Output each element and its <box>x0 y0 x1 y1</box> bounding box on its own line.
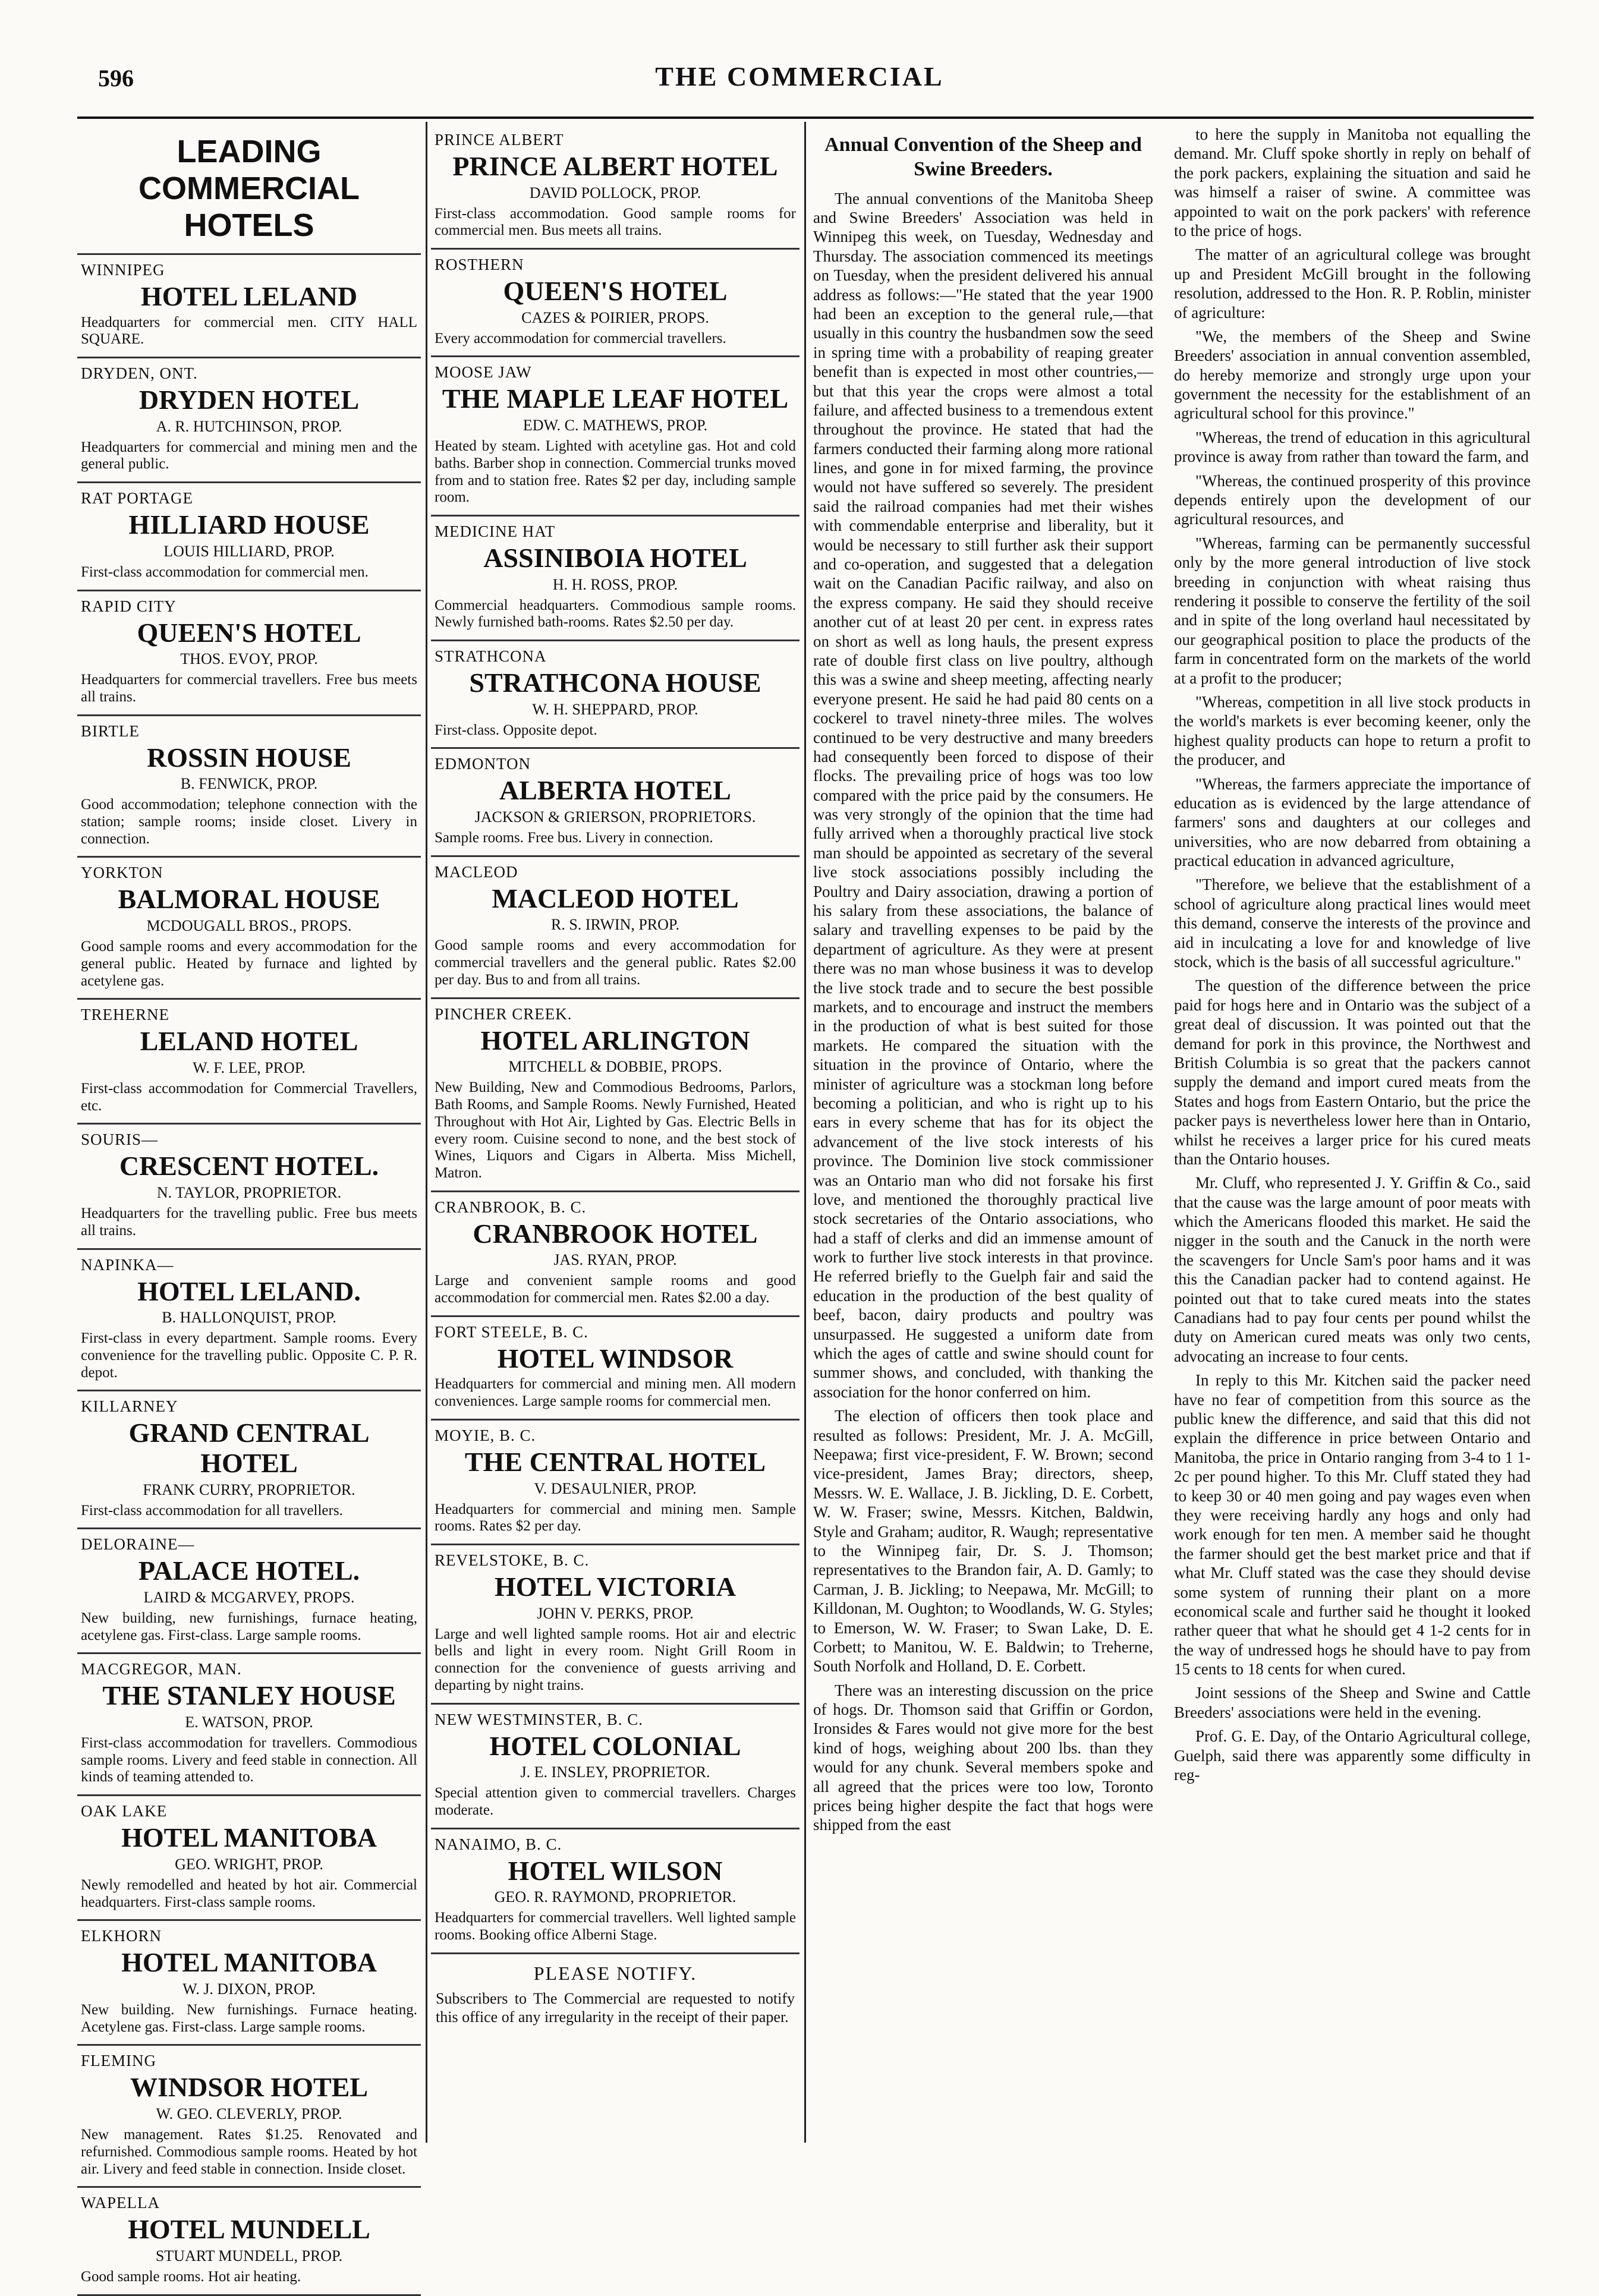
hotel-proprietor: W. J. DIXON, PROP. <box>182 1980 316 1998</box>
hotel-listing <box>77 358 421 483</box>
hotel-proprietor: GEO. R. RAYMOND, PROPRIETOR. <box>494 1888 736 1906</box>
article-paragraph: "Whereas, the trend of education in this agricultural province is away from rather than toward the farm, and <box>1174 428 1531 466</box>
hotel-description: First-class. Opposite depot. <box>435 722 597 738</box>
hotel-name: HOTEL MUNDELL <box>128 2214 370 2245</box>
hotel-description: Good accommodation; telephone connection with the station; sample rooms; inside closet. Livery in connection. <box>81 796 417 847</box>
hotel-location: DELORAINE— <box>81 1535 195 1554</box>
hotel-name: HOTEL MANITOBA <box>121 1822 377 1853</box>
hotel-description: Headquarters for commercial and mining men and the general public. <box>81 439 417 473</box>
hotel-listing <box>431 999 800 1192</box>
notice-title: PLEASE NOTIFY. <box>533 1962 697 1984</box>
hotel-name: HOTEL WILSON <box>508 1855 723 1886</box>
article-paragraph: Prof. G. E. Day, of the Ontario Agricultural college, Guelph, said there was apparently some difficulty in reg- <box>1174 1727 1531 1784</box>
article-column-1 <box>813 125 1153 2140</box>
hotel-description: First-class in every department. Sample rooms. Every convenience for the travelling public. Opposite C. P. R. depot. <box>81 1330 417 1381</box>
hotel-description: New management. Rates $1.25. Renovated and refurnished. Commodious sample rooms. Heated by hot air. Livery and feed stable in connection. Inside closet. <box>81 2127 417 2177</box>
hotel-description: Sample rooms. Free bus. Livery in connection. <box>435 830 713 846</box>
hotel-name: HOTEL ARLINGTON <box>480 1025 750 1056</box>
hotel-location: NEW WESTMINSTER, B. C. <box>435 1710 644 1728</box>
hotel-location: NAPINKA— <box>81 1255 174 1274</box>
hotel-description: Every accommodation for commercial travellers. <box>435 330 726 347</box>
article-paragraph: "Therefore, we believe that the establishment of a school of agriculture along practical lines would meet this demand, conserve the interests of the province and aid in inculcating a love for and knowledge of live stock, which is the basis of all successful agriculture." <box>1174 875 1531 971</box>
hotel-proprietor: EDW. C. MATHEWS, PROP. <box>522 417 708 434</box>
hotel-listing <box>77 255 421 358</box>
hotel-description: First-class accommodation. Good sample rooms for commercial men. Bus meets all trains. <box>435 205 796 239</box>
hotel-description: New building. New furnishings. Furnace heating. Acetylene gas. First-class. Large sample rooms. <box>81 2001 417 2035</box>
hotel-location: REVELSTOKE, B. C. <box>435 1551 590 1570</box>
hotel-listing <box>431 749 800 856</box>
hotel-description: Headquarters for commercial and mining men. Sample rooms. Rates $2 per day. <box>435 1501 796 1535</box>
hotel-location: SOURIS— <box>81 1130 159 1149</box>
hotel-proprietor: W. GEO. CLEVERLY, PROP. <box>156 2105 342 2122</box>
hotel-location: YORKTON <box>81 864 163 882</box>
hotel-location: PRINCE ALBERT <box>435 131 564 149</box>
hotel-listing <box>431 1421 800 1545</box>
article-paragraph: "Whereas, competition in all live stock products in the world's markets is ever becoming keener, only the highest quality products can hope to return a profit to the producer, and <box>1174 692 1531 769</box>
hotel-name: CRESCENT HOTEL. <box>119 1151 379 1182</box>
hotel-location: MOYIE, B. C. <box>435 1426 536 1444</box>
hotel-name: HILLIARD HOUSE <box>128 509 370 540</box>
hotel-name: HOTEL VICTORIA <box>494 1571 736 1602</box>
article-paragraph: "Whereas, the farmers appreciate the importance of education as is evidenced by the large attendance of farmers' sons and daughters at our colleges and universities, who are now debarred from obtaining a practical education in advanced agriculture, <box>1174 774 1531 870</box>
hotel-name: HOTEL WINDSOR <box>497 1343 734 1374</box>
hotel-name: WINDSOR HOTEL <box>130 2072 369 2103</box>
hotel-listing <box>77 1654 421 1796</box>
hotel-description: First-class accommodation for Commercial Travellers, etc. <box>81 1080 417 1114</box>
hotel-listing <box>77 1391 421 1529</box>
article-column-2 <box>1174 125 1531 2140</box>
hotel-description: Large and convenient sample rooms and good accommodation for commercial men. Rates $2.00 a day. <box>435 1273 796 1306</box>
hotel-name: PRINCE ALBERT HOTEL <box>452 151 778 181</box>
hotel-description: New building, new furnishings, furnace heating, acetylene gas. First-class. Large sample rooms. <box>81 1610 417 1643</box>
hotel-location: WINNIPEG <box>81 261 165 279</box>
hotel-listing <box>77 858 421 1000</box>
notice-text: Subscribers to The Commercial are requested to notify this office of any irregularity in the receipt of their paper. <box>436 1989 795 2026</box>
hotel-proprietor: DAVID POLLOCK, PROP. <box>529 184 701 201</box>
hotel-listing <box>77 2188 421 2295</box>
hotel-proprietor: MITCHELL & DOBBIE, PROPS. <box>508 1058 722 1076</box>
hotel-description: Heated by steam. Lighted with acetyline gas. Hot and cold baths. Barber shop in connection. Commercial trunks moved from and to station free. Rates $2 per day, including sample room. <box>435 438 796 506</box>
hotel-proprietor: A. R. HUTCHINSON, PROP. <box>156 417 342 435</box>
hotel-proprietor: LAIRD & MCGARVEY, PROPS. <box>143 1588 355 1606</box>
hotel-proprietor: JOHN V. PERKS, PROP. <box>537 1604 694 1622</box>
hotel-location: EDMONTON <box>435 755 531 773</box>
hotel-location: MEDICINE HAT <box>435 522 556 541</box>
hotel-description: Newly remodelled and heated by hot air. Commercial headquarters. First-class sample rooms. <box>81 1876 417 1910</box>
column-divider <box>426 122 427 2143</box>
hotel-directory-column-1 <box>77 125 421 2285</box>
hotel-name: MACLEOD HOTEL <box>492 883 739 914</box>
hotel-listing <box>77 1000 421 1125</box>
hotel-location: ROSTHERN <box>435 256 524 274</box>
hotel-description: First-class accommodation for all travellers. <box>81 1502 343 1519</box>
hotel-listing <box>77 1921 421 2046</box>
hotel-proprietor: B. FENWICK, PROP. <box>180 775 318 793</box>
hotel-location: ELKHORN <box>81 1927 162 1945</box>
hotel-proprietor: J. E. INSLEY, PROPRIETOR. <box>520 1763 710 1781</box>
hotel-proprietor: H. H. ROSS, PROP. <box>552 575 678 593</box>
hotel-listing <box>431 641 800 749</box>
hotel-listing <box>77 716 421 858</box>
article-paragraph: In reply to this Mr. Kitchen said the packer need have no fear of competition from this source as the public knew the difference, and said that this did not explain the difference in price between Ontario and Manitoba, the price in Ontario ranging from 3-4 to 1 1-2c per pound higher. To this Mr. Cluff stated they had to keep 30 or 40 men going and pay wages even when they were receiving hardly any hogs and only had work enough for ten men. A member said he thought the farmer should get the best market price and that if what Mr. Cluff stated was the case they should devise some system of running their plant on a more economical scale and further said he thought it looked rather queer that what he should get 4 1-2 cents for in the way of undressed hogs he should have to pay from 15 cents to 18 cents for when cured. <box>1174 1371 1531 1678</box>
hotel-name: QUEEN'S HOTEL <box>503 276 728 307</box>
hotel-proprietor: STUART MUNDELL, PROP. <box>155 2247 343 2264</box>
page-number: 596 <box>98 65 134 92</box>
article-paragraph: The annual conventions of the Manitoba Sheep and Swine Breeders' Association was held in Winnipeg this week, on Tuesday, Wednesday and Thursday. The association commenced its meetings on Tuesday, when the president delivered his annual address as follows:—"He stated that the year 1900 had been an exception to the general rule,—that usually in this country the husbandmen sow the seed in spring time with a probability of reaping greater benefit than is expected in most other countries,—but that this year the crops were almost a total failure, and affected business to a tremendous extent throughout the province. He stated that had the farmers conducted their farming along more rational lines, and gone in for mixed farming, the province would not have suffered so severely. The president said the railroad companies had met their wishes with commendable enterprise and liberality, but it would be necessary to still further ask their support and co-operation, and suggested that a delegation wait on the Canadian Pacific railway, and also on the express company. He said they should receive another cut of at least 20 per cent. in express rates on short as well as long hauls, the present express rate of double first class on live poultry, although this was a swine and sheep meeting, affecting nearly everyone present. He said he had paid 80 cents on a cockerel to travel ninety-three miles. The wolves continued to be very destructive and many breeders had consequently been forced to dispose of their flocks. The prevailing price of hogs was too low compared with the price paid by the consumers. He was very strongly of the opinion that the time had fully arrived when a thoroughly practical live stock man should be appointed as secretary of the several live stock associations possibly including the Poultry and Dairy association, drawing a portion of his salary from these associations, the balance of salary and travelling expenses to be paid by the department of agriculture. As they were at present there was no man whose business it was to develop the live stock trade and to secure the best possible markets, and to encourage and instruct the members in the production of what is best suited for those markets. He compared the situation with the situation in the province of Ontario, where the minister of agriculture was a stockman long before becoming a politician, and who is right up to his ears in every scheme that has for its object the advancement of the live stock interests of his province. The Dominion live stock commissioner was an Ontario man who did not forsake his first love, and mentioned the thoroughly practical live stock secretaries of the Ontario associations, who had a staff of clerks and did an immense amount of work to further live stock interests in that province. He referred briefly to the Guelph fair and said the education in the production of the best quality of beef, bacon, dairy products and poultry was unsurpassed. He suggested a uniform date from which the ages of cattle and swine should count for summer shows, and concluded, with thanking the association for the honor conferred on him. <box>813 189 1153 1401</box>
hotel-listing <box>431 516 800 641</box>
directory-title: LEADING COMMERCIAL HOTELS <box>77 125 421 255</box>
hotel-location: RAT PORTAGE <box>81 489 193 508</box>
hotel-name: QUEEN'S HOTEL <box>137 617 361 648</box>
hotel-location: MOOSE JAW <box>435 363 532 382</box>
hotel-listing <box>431 1829 800 1954</box>
hotel-location: NANAIMO, B. C. <box>435 1835 562 1853</box>
hotel-listing <box>77 483 421 591</box>
hotel-name: BALMORAL HOUSE <box>118 884 380 915</box>
hotel-listing <box>77 591 421 716</box>
hotel-listing <box>77 1529 421 1654</box>
hotel-name: ROSSIN HOUSE <box>147 742 351 773</box>
article-paragraph: Mr. Cluff, who represented J. Y. Griffin & Co., said that the cause was the large amount of poor meats with which the Americans flooded this market. He said the nigger in the south and the Canuck in the north were the scavengers for Uncle Sam's poor hams and it was this the Canadian packer had to contend against. He pointed out that to take cured meats into the states Canadians had to pay four cents per pound whilst the duty on American cured meats was only two cents, advocating an increase to four cents. <box>1174 1174 1531 1365</box>
hotel-listing <box>77 2046 421 2188</box>
hotel-proprietor: LOUIS HILLIARD, PROP. <box>163 542 335 560</box>
hotel-name: STRATHCONA HOUSE <box>469 667 761 698</box>
hotel-directory-column-2 <box>431 125 800 2140</box>
hotel-listing <box>77 1250 421 1392</box>
hotel-name: HOTEL COLONIAL <box>489 1730 741 1761</box>
hotel-location: FLEMING <box>81 2052 156 2070</box>
hotel-listing <box>431 125 800 250</box>
hotel-name: HOTEL MANITOBA <box>121 1947 377 1978</box>
hotel-description: Good sample rooms and every accommodation for the general public. Heated by furnace and lighted by acetylene gas. <box>81 938 417 989</box>
hotel-location: OAK LAKE <box>81 1802 168 1821</box>
hotel-description: Good sample rooms and every accommodation for commercial travellers and the general public. Rates $2.00 per day. Bus to and from all trains. <box>435 937 796 988</box>
hotel-proprietor: B. HALLONQUIST, PROP. <box>162 1309 336 1327</box>
hotel-name: ALBERTA HOTEL <box>499 775 731 806</box>
hotel-listing <box>431 1317 800 1421</box>
article-paragraph: "Whereas, the continued prosperity of this province depends entirely upon the development of our agricultural resources, and <box>1174 471 1531 528</box>
hotel-location: MACGREGOR, MAN. <box>81 1660 242 1678</box>
hotel-proprietor: R. S. IRWIN, PROP. <box>551 916 679 934</box>
hotel-listing <box>77 1796 421 1921</box>
hotel-proprietor: FRANK CURRY, PROPRIETOR. <box>143 1481 355 1498</box>
hotel-proprietor: W. H. SHEPPARD, PROP. <box>532 700 698 718</box>
hotel-name: PALACE HOTEL. <box>138 1555 360 1586</box>
hotel-description: Commercial headquarters. Commodious sample rooms. Newly furnished bath-rooms. Rates $2.50 per day. <box>435 597 796 631</box>
hotel-listing <box>431 250 800 357</box>
article-paragraph: Joint sessions of the Sheep and Swine and Cattle Breeders' associations were held in the evening. <box>1174 1684 1531 1721</box>
hotel-listing <box>77 1125 421 1249</box>
hotel-location: MACLEOD <box>435 862 518 881</box>
hotel-proprietor: CAZES & POIRIER, PROPS. <box>521 308 709 326</box>
masthead: THE COMMERCIAL <box>655 61 944 92</box>
hotel-proprietor: E. WATSON, PROP. <box>185 1713 313 1731</box>
hotel-proprietor: GEO. WRIGHT, PROP. <box>175 1855 323 1873</box>
article-paragraph: The matter of an agricultural college was brought up and President McGill brought in the following resolution, addressed to the Hon. R. P. Roblin, minister of agriculture: <box>1174 245 1531 322</box>
column-divider <box>804 122 806 2143</box>
hotel-name: THE MAPLE LEAF HOTEL <box>442 383 789 414</box>
hotel-location: RAPID CITY <box>81 597 177 615</box>
hotel-name: ASSINIBOIA HOTEL <box>483 543 747 574</box>
hotel-description: First-class accommodation for commercial men. <box>81 563 369 580</box>
hotel-location: FORT STEELE, B. C. <box>435 1322 588 1341</box>
hotel-proprietor: W. F. LEE, PROP. <box>193 1059 306 1076</box>
hotel-proprietor: THOS. EVOY, PROP. <box>180 650 318 668</box>
hotel-listing <box>431 1192 800 1317</box>
hotel-name: THE STANLEY HOUSE <box>102 1680 396 1711</box>
hotel-proprietor: N. TAYLOR, PROPRIETOR. <box>156 1184 342 1201</box>
hotel-name: DRYDEN HOTEL <box>139 385 360 415</box>
hotel-description: Special attention given to commercial travellers. Charges moderate. <box>435 1785 796 1818</box>
hotel-description: Large and well lighted sample rooms. Hot air and electric bells and light in every room. Night Grill Room in connection for the convenience of guests arriving and departing by night trains. <box>435 1626 796 1693</box>
hotel-name: HOTEL LELAND <box>140 281 358 311</box>
hotel-proprietor: MCDOUGALL BROS., PROPS. <box>146 917 352 935</box>
hotel-description: New Building, New and Commodious Bedrooms, Parlors, Bath Rooms, and Sample Rooms. Newly Furnished, Heated Throughout with Hot Air, Lighted by Gas. Electric Bells in every room. Cuisine second to none, and the best stock of Wines, Liquors and Cigars in Alberta. Miss Michell, Matron. <box>435 1079 796 1181</box>
hotel-name: CRANBROOK HOTEL <box>473 1218 758 1249</box>
hotel-listing <box>431 1705 800 1829</box>
hotel-listing <box>431 357 800 516</box>
hotel-description: Headquarters for commercial travellers. Free bus meets all trains. <box>81 672 417 705</box>
hotel-description: Headquarters for commercial and mining men. All modern conveniences. Large sample rooms for commercial men. <box>435 1376 796 1410</box>
hotel-name: LELAND HOTEL <box>140 1026 358 1057</box>
hotel-name: GRAND CENTRAL HOTEL <box>128 1418 370 1478</box>
hotel-location: CRANBROOK, B. C. <box>435 1198 587 1216</box>
article-paragraph: to here the supply in Manitoba not equalling the demand. Mr. Cluff spoke shortly in reply on behalf of the pork packers, explaining the situation and said he was himself a raiser of swine. A committee was appointed to wait on the pork packers' with reference to the price of hogs. <box>1174 125 1531 240</box>
hotel-description: Good sample rooms. Hot air heating. <box>81 2268 301 2285</box>
article-title: Annual Convention of the Sheep and Swine Breeders. <box>824 134 1142 180</box>
hotel-proprietor: V. DESAULNIER, PROP. <box>534 1479 697 1497</box>
hotel-location: PINCHER CREEK. <box>435 1004 572 1023</box>
hotel-proprietor: JACKSON & GRIERSON, PROPRIETORS. <box>474 808 756 826</box>
article-paragraph: There was an interesting discussion on the price of hogs. Dr. Thomson said that Griffin or Gordon, Ironsides & Fares would not give more for the best kind of hogs, weighing about 200 lbs. than they would for any chunk. Several members spoke and all agreed that the prices were too low, Toronto prices being higher despite the fact that hogs were shipped from the east <box>813 1681 1153 1834</box>
hotel-description: Headquarters for commercial travellers. Well lighted sample rooms. Booking office Alberni Stage. <box>435 1910 796 1944</box>
hotel-location: WAPELLA <box>81 2194 160 2212</box>
hotel-location: BIRTLE <box>81 722 140 740</box>
hotel-location: KILLARNEY <box>81 1397 178 1416</box>
article-paragraph: "We, the members of the Sheep and Swine Breeders' association in annual convention assembled, do hereby memorize and strongly urge upon your government the necessity for the establishment of an agricultural school for this province." <box>1174 327 1531 423</box>
hotel-listing <box>431 1545 800 1705</box>
hotel-description: First-class accommodation for travellers. Commodious sample rooms. Livery and feed stable in connection. All kinds of teaming attended to. <box>81 1734 417 1785</box>
hotel-description: Headquarters for the travelling public. Free bus meets all trains. <box>81 1205 417 1239</box>
hotel-description: Headquarters for commercial men. CITY HALL SQUARE. <box>81 314 417 348</box>
hotel-proprietor: JAS. RYAN, PROP. <box>553 1251 677 1269</box>
article-paragraph: The question of the difference between the price paid for hogs here and in Ontario was the subject of a great deal of discussion. It was pointed out that the demand for pork in this province, the Northwest and British Columbia is so great that the packers cannot supply the demand and import cured meats from the States and hogs from Eastern Ontario, but the price the packer pays is nevertheless lower here than in Ontario, whilst he receives a larger price for his cured meats than the Ontario houses. <box>1174 977 1531 1168</box>
hotel-name: THE CENTRAL HOTEL <box>464 1446 766 1477</box>
hotel-listing <box>431 857 800 999</box>
hotel-location: STRATHCONA <box>435 647 547 666</box>
article-paragraph: The election of officers then took place and resulted as follows: President, Mr. J. A. McGill, Neepawa; first vice-president, F. W. Brown; second vice-president, James Bray; directors, sheep, Messrs. W. E. Wallace, J. B. Jickling, D. E. Corbett, W. W. Fraser; swine, Messrs. Kitchen, Baldwin, Style and Graham; auditor, R. Waugh; representative to the Winnipeg fair, Dr. S. J. Thomson; representatives to the Brandon fair, A. D. Gamly; to Carman, J. B. Jickling; to Neepawa, Mr. McGill; to Killdonan, M. Oughton; to Woodlands, W. G. Styles; to Emerson, W. W. Fraser; to Swan Lake, D. E. Corbett; to Manitou, W. E. Baldwin; to Treherne, South Norfolk and Holland, D. E. Corbett. <box>813 1407 1153 1675</box>
hotel-location: DRYDEN, ONT. <box>81 364 198 383</box>
article-paragraph: "Whereas, farming can be permanently successful only by the more general introduction of live stock breeding in conjunction with wheat raising thus rendering it possible to conserve the fertility of the soil and in spite of the long overland haul necessitated by our geographical position to place the products of the farm in concentrated form on the markets of the world at a profit to the producer; <box>1174 534 1531 687</box>
hotel-location: TREHERNE <box>81 1006 169 1024</box>
hotel-name: HOTEL LELAND. <box>137 1275 361 1306</box>
header-rule <box>77 116 1534 119</box>
